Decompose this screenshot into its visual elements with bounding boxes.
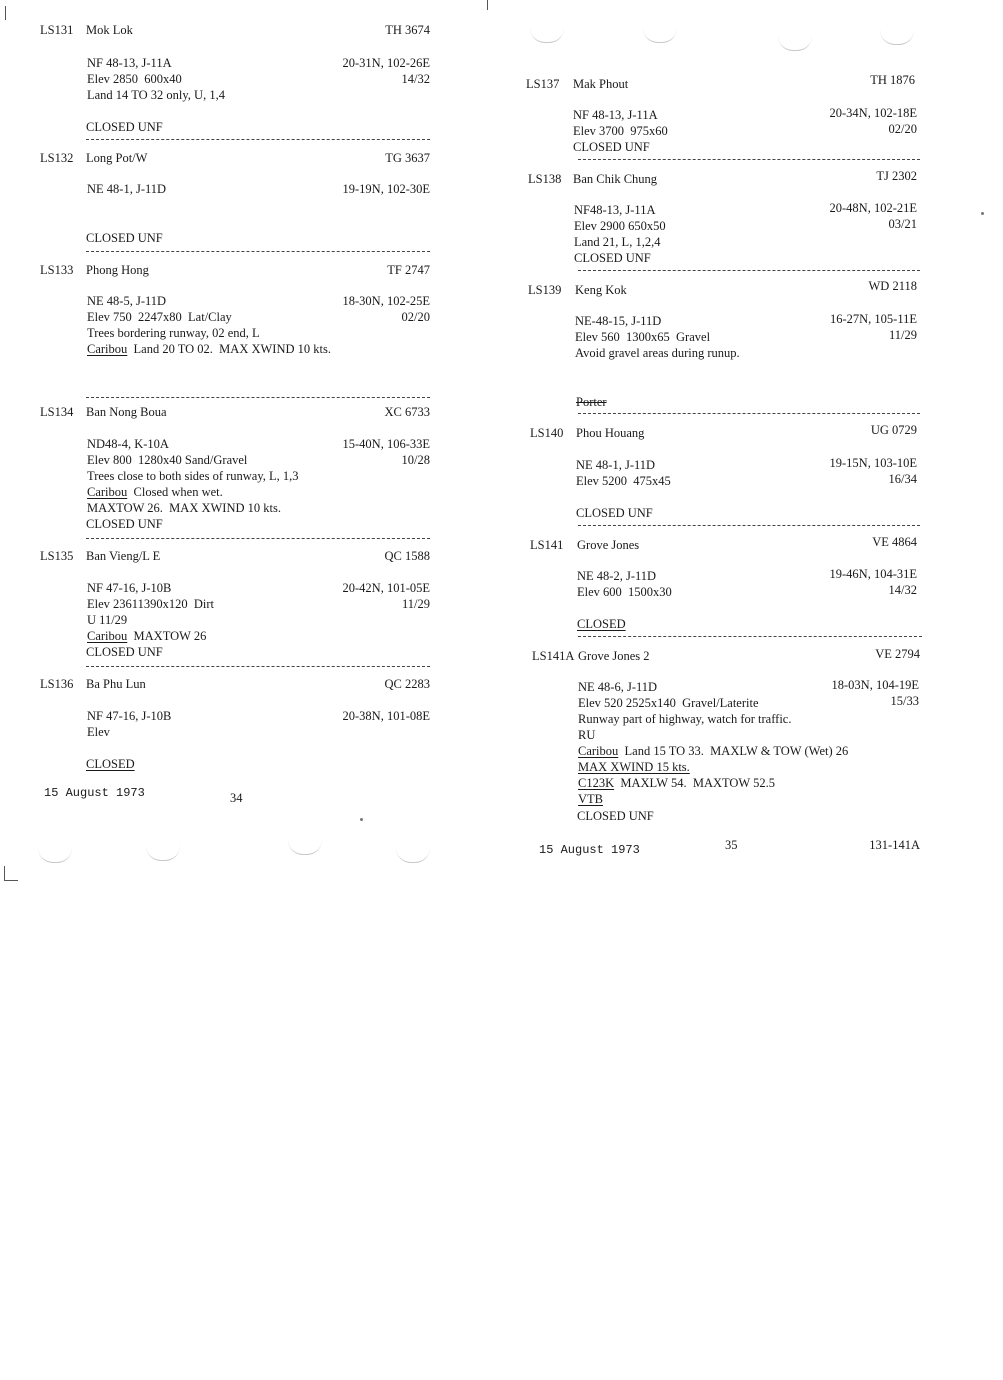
entry-id: LS141	[530, 538, 564, 552]
speck-mark	[981, 212, 984, 215]
entry-grid: QC 1588	[384, 549, 430, 563]
entry-grid: UG 0729	[870, 423, 917, 437]
entry-runway: 03/21	[888, 217, 917, 231]
separator	[86, 139, 430, 140]
entry-line: NE-48-15, J-11D	[575, 314, 662, 328]
punch-hole-mark	[778, 36, 812, 51]
entry-grid: TH 3674	[385, 23, 430, 37]
entry-line: Land 14 TO 32 only, U, 1,4	[87, 88, 225, 102]
entry-line	[87, 628, 206, 644]
edge-mark	[4, 866, 5, 880]
entry-line: U 11/29	[87, 613, 128, 627]
entry-grid: TJ 2302	[876, 169, 917, 183]
entry-line: RU	[578, 728, 596, 742]
entry-runway: 02/20	[401, 310, 430, 324]
entry-id: LS137	[526, 77, 560, 91]
entry-coord: 20-31N, 102-26E	[342, 56, 430, 70]
entry-coord: 16-27N, 105-11E	[829, 312, 917, 326]
entry-grid: VE 2794	[875, 647, 920, 661]
entry-status: CLOSED UNF	[86, 517, 163, 531]
entry-name: Mok Lok	[86, 23, 133, 37]
entry-coord: 20-42N, 101-05E	[342, 581, 430, 595]
entry-name: Mak Phout	[573, 77, 629, 91]
entry-id: LS141A	[532, 649, 575, 663]
page-range: 131-141A	[869, 838, 920, 852]
entry-coord: 20-34N, 102-18E	[829, 106, 917, 120]
page-number: 34	[230, 791, 243, 805]
entry-runway: 15/33	[890, 694, 919, 708]
entry-grid: TH 1876	[870, 73, 915, 87]
entry-name: Long Pot/W	[86, 151, 148, 165]
entry-line: Runway part of highway, watch for traffic.	[578, 712, 792, 726]
entry-line: NF 47-16, J-10B	[87, 581, 172, 595]
entry-line: Elev 750 2247x80 Lat/Clay	[87, 310, 232, 324]
entry-coord: 19-19N, 102-30E	[342, 182, 430, 196]
entry-coord: 19-15N, 103-10E	[829, 456, 917, 470]
entry-line	[87, 484, 223, 500]
footer-date: 15 August 1973	[539, 843, 640, 857]
speck-mark	[360, 818, 363, 821]
entry-id: LS138	[528, 172, 562, 186]
entry-line: Elev	[87, 725, 110, 739]
aircraft-caribou: Caribou	[578, 744, 619, 758]
entry-line-text: Closed when wet.	[133, 485, 223, 499]
entry-grid: WD 2118	[868, 279, 917, 293]
entry-grid: VE 4864	[872, 535, 917, 549]
entry-line: Elev 2850 600x40	[87, 72, 182, 86]
entry-runway: 14/32	[401, 72, 430, 86]
punch-hole-mark	[396, 848, 430, 863]
entry-line: Avoid gravel areas during runup.	[575, 346, 740, 360]
entry-name: Phong Hong	[86, 263, 149, 277]
entry-coord: 20-38N, 101-08E	[342, 709, 430, 723]
entry-status: CLOSED UNF	[573, 140, 650, 154]
entry-id: LS133	[40, 263, 74, 277]
edge-mark	[5, 6, 6, 20]
edge-mark	[487, 0, 488, 10]
entry-runway: 14/32	[888, 583, 917, 597]
entry-id: LS131	[40, 23, 74, 37]
aircraft-c123k: C123K	[578, 776, 615, 790]
entry-status: CLOSED UNF	[86, 231, 163, 245]
entry-line: NE 48-1, J-11D	[576, 458, 656, 472]
entry-name: Ban Chik Chung	[573, 172, 658, 186]
entry-coord: 18-03N, 104-19E	[831, 678, 919, 692]
separator	[578, 270, 920, 271]
entry-line: Elev 520 2525x140 Gravel/Laterite	[578, 696, 759, 710]
entry-line: Elev 560 1300x65 Gravel	[575, 330, 711, 344]
entry-status: CLOSED	[86, 757, 135, 771]
separator	[86, 397, 430, 398]
entry-id: LS132	[40, 151, 74, 165]
entry-line: Elev 600 1500x30	[577, 585, 672, 599]
entry-line: NF 47-16, J-10B	[87, 709, 172, 723]
entry-status: CLOSED UNF	[86, 120, 163, 134]
entry-runway: 11/29	[888, 328, 917, 342]
punch-hole-mark	[880, 30, 914, 45]
punch-hole-mark	[146, 846, 180, 861]
separator	[578, 159, 920, 160]
footer-date: 15 August 1973	[44, 786, 145, 800]
entry-line: NE 48-6, J-11D	[578, 680, 658, 694]
entry-coord: 15-40N, 106-33E	[342, 437, 430, 451]
aircraft-caribou: Caribou	[87, 629, 128, 643]
page-number: 35	[725, 838, 738, 852]
entry-line: NF 48-13, J-11A	[87, 56, 172, 70]
entry-name: Phou Houang	[576, 426, 645, 440]
entry-status: CLOSED UNF	[576, 506, 653, 520]
entry-status: CLOSED UNF	[577, 809, 654, 823]
entry-line: Elev 2900 650x50	[574, 219, 666, 233]
entry-id: LS134	[40, 405, 74, 419]
separator	[578, 525, 920, 526]
entry-line: Elev 5200 475x45	[576, 474, 671, 488]
entry-grid: XC 6733	[384, 405, 430, 419]
separator	[86, 538, 430, 539]
entry-id: LS140	[530, 426, 564, 440]
punch-hole-mark	[38, 848, 72, 863]
separator	[578, 636, 922, 637]
entry-line: MAX XWIND 15 kts.	[578, 760, 690, 774]
entry-coord: 18-30N, 102-25E	[342, 294, 430, 308]
entry-name: Ba Phu Lun	[86, 677, 146, 691]
entry-grid: QC 2283	[384, 677, 430, 691]
entry-line: Land 21, L, 1,2,4	[574, 235, 661, 249]
entry-status: CLOSED UNF	[574, 251, 651, 265]
entry-id: LS139	[528, 283, 562, 297]
entry-status: CLOSED	[577, 617, 626, 631]
entry-name: Grove Jones	[577, 538, 640, 552]
entry-line-text: Land 15 TO 33. MAXLW & TOW (Wet) 26	[624, 744, 849, 758]
punch-hole-mark	[288, 840, 322, 855]
entry-line: Elev 800 1280x40 Sand/Gravel	[87, 453, 248, 467]
entry-line: NE 48-1, J-11D	[87, 182, 167, 196]
edge-mark	[4, 880, 18, 881]
aircraft-caribou: Caribou	[87, 485, 128, 499]
entry-line: Elev 23611390x120 Dirt	[87, 597, 214, 611]
entry-line: Trees close to both sides of runway, L, 1,3	[87, 469, 299, 483]
entry-line-text: MAXLW 54. MAXTOW 52.5	[620, 776, 776, 790]
entry-line: NF48-13, J-11A	[574, 203, 656, 217]
entry-line: MAXTOW 26. MAX XWIND 10 kts.	[87, 501, 281, 515]
entry-grid: TG 3637	[385, 151, 430, 165]
handwritten-note: Porter	[576, 395, 607, 409]
entry-line: VTB	[578, 792, 603, 806]
entry-line: NF 48-13, J-11A	[573, 108, 658, 122]
entry-line: NE 48-2, J-11D	[577, 569, 657, 583]
entry-line-text: Land 20 TO 02. MAX XWIND 10 kts.	[133, 342, 331, 356]
entry-id: LS135	[40, 549, 74, 563]
entry-line	[87, 341, 331, 357]
separator	[86, 666, 430, 667]
entry-runway: 11/29	[401, 597, 430, 611]
entry-runway: 10/28	[401, 453, 430, 467]
entry-status: CLOSED UNF	[86, 645, 163, 659]
entry-runway: 02/20	[888, 122, 917, 136]
separator	[578, 413, 920, 414]
entry-name: Keng Kok	[575, 283, 627, 297]
entry-line: ND48-4, K-10A	[87, 437, 169, 451]
entry-name: Ban Nong Boua	[86, 405, 167, 419]
punch-hole-mark	[643, 28, 677, 43]
entry-name: Grove Jones 2	[578, 649, 650, 663]
punch-hole-mark	[530, 28, 564, 43]
entry-line	[578, 775, 775, 791]
entry-coord: 19-46N, 104-31E	[829, 567, 917, 581]
entry-line: Trees bordering runway, 02 end, L	[87, 326, 260, 340]
separator	[86, 251, 430, 252]
entry-grid: TF 2747	[387, 263, 430, 277]
entry-line: Elev 3700 975x60	[573, 124, 668, 138]
entry-line: NE 48-5, J-11D	[87, 294, 167, 308]
aircraft-caribou: Caribou	[87, 342, 128, 356]
entry-runway: 16/34	[888, 472, 917, 486]
entry-line-text: MAXTOW 26	[133, 629, 207, 643]
entry-line	[578, 743, 848, 759]
entry-id: LS136	[40, 677, 74, 691]
entry-name: Ban Vieng/L E	[86, 549, 161, 563]
entry-coord: 20-48N, 102-21E	[829, 201, 917, 215]
